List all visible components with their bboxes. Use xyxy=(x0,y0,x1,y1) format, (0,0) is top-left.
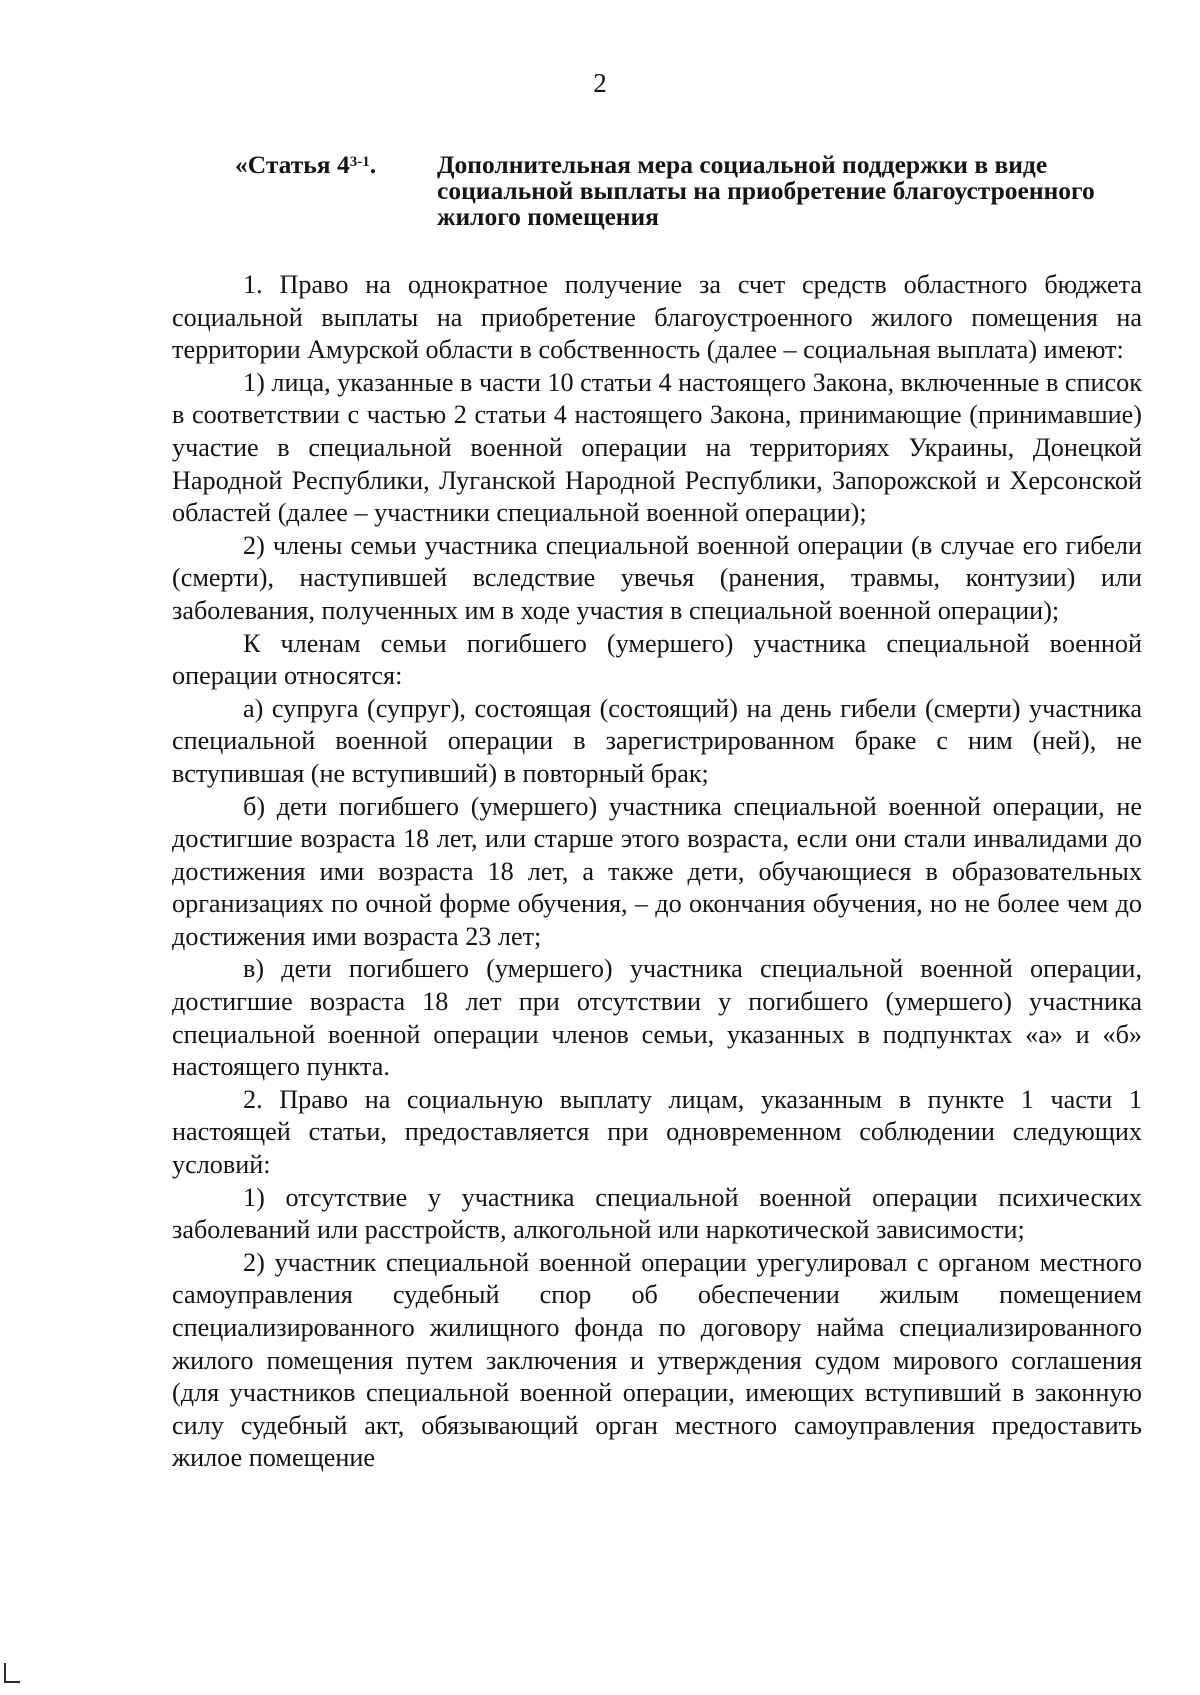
paragraph-part-2-intro: 2. Право на социальную выплату лицам, указанным в пункте 1 части 1 настоящей статьи, предоставляется при одновременном соблюдении следующих условий: xyxy=(172,1084,1142,1180)
article-label-text: «Статья 4 xyxy=(235,150,350,179)
paragraph-item-2: 2) члены семьи участника специальной военной операции (в случае его гибели (смерти), наступившей вследствие увечья (ранения, травмы, контузии) или заболевания, полученных им в ходе участия в специальной военной операции); xyxy=(172,530,1142,625)
article-body xyxy=(172,269,1142,1475)
paragraph-condition-2: 2) участник специальной военной операции урегулировал с органом местного самоуправления судебный спор об обеспечении жилым помещением специализированного жилищного фонда по договору найма специализированного жилого помещения путем заключения и утверждения судом мирового соглашения (для участников специальной военной операции, имеющих вступивший в законную силу судебный акт, обязывающий орган местного самоуправления предоставить жилое помещение xyxy=(172,1247,1142,1473)
article-label xyxy=(235,152,376,178)
page-number: 2 xyxy=(593,68,607,98)
paragraph-part-1-intro: 1. Право на однократное получение за счет средств областного бюджета социальной выплаты на приобретение благоустроенного жилого помещения на территории Амурской области в собственность (далее – социальная выплата) имеют: xyxy=(172,270,1142,365)
paragraph-item-1: 1) лица, указанные в части 10 статьи 4 настоящего Закона, включенные в список в соответствии с частью 2 статьи 4 настоящего Закона, принимающие (принимавшие) участие в специальной военной операции на территориях Украины, Донецкой Народной Республики, Луганской Народной Республики, Запорожской и Херсонской областей (далее – участники специальной военной операции); xyxy=(172,367,1142,528)
paragraph-subitem-b: б) дети погибшего (умершего) участника специальной военной операции, не достигшие возраста 18 лет, или старше этого возраста, если они стали инвалидами до достижения ими возраста 18 лет, а также дети, обучающиеся в образовательных организациях по очной форме обучения, – до окончания обучения, но не более чем до достижения ими возраста 23 лет; xyxy=(172,791,1142,951)
paragraph-condition-1: 1) отсутствие у участника специальной военной операции психических заболеваний или расстройств, алкогольной или наркотической зависимости; xyxy=(172,1182,1142,1245)
scan-corner-mark xyxy=(4,1663,20,1683)
article-title: Дополнительная мера социальной поддержки в виде социальной выплаты на приобретение благоустроенного жилого помещения xyxy=(437,150,1095,231)
article-superscript: 3-1 xyxy=(349,154,370,170)
paragraph-family-members: К членам семьи погибшего (умершего) участника специальной военной операции относятся: xyxy=(172,628,1142,691)
paragraph-subitem-a: а) супруга (супруг), состоящая (состоящий) на день гибели (смерти) участника специальной военной операции в зарегистрированном браке с ним (ней), не вступившая (не вступивший) в повторный брак; xyxy=(172,693,1142,788)
article-label-dot: . xyxy=(369,150,377,179)
paragraph-subitem-v: в) дети погибшего (умершего) участника специальной военной операции, достигшие возраста 18 лет при отсутствии у погибшего (умершего) участника специальной военной операции членов семьи, указанных в подпунктах «а» и «б» настоящего пункта. xyxy=(172,954,1142,1082)
